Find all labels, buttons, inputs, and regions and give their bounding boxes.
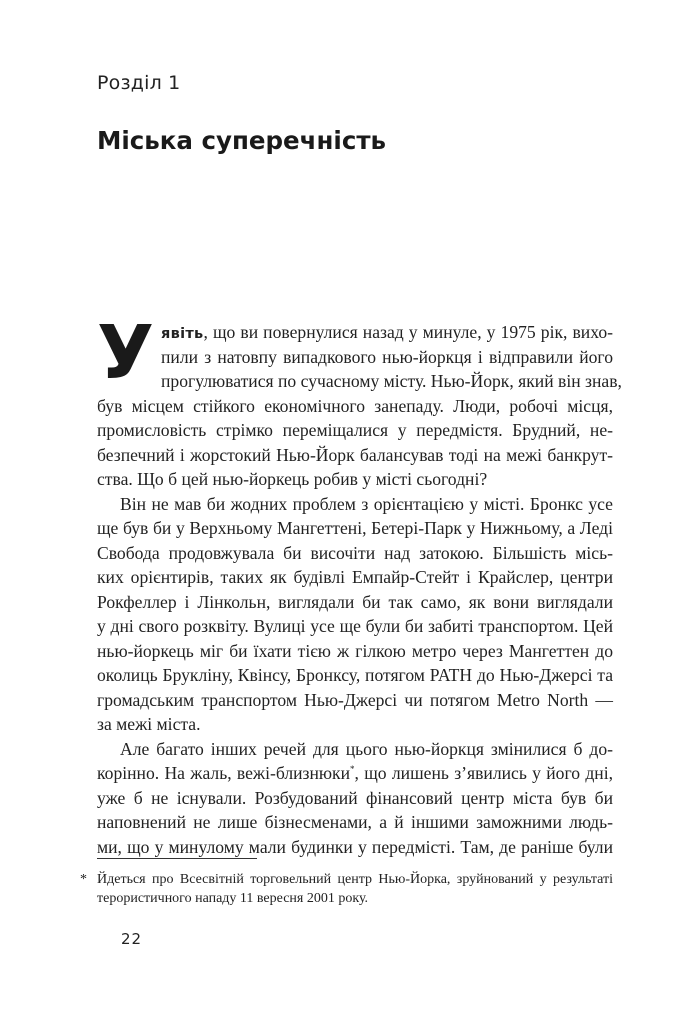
text-line: Рокфеллер і Лінкольн, виглядали би так само, як вони виглядали bbox=[97, 591, 613, 612]
text-line: корінно. На жаль, вежі-близнюки*, що лишень з’явились у його дні, bbox=[97, 763, 614, 783]
text-line: пили з натовпу випадкового нью-йоркця і відправили його bbox=[161, 346, 613, 367]
drop-cap: У bbox=[97, 310, 155, 396]
footnote-line: Йдеться про Всесвітній торговельний центр Нью-Йорка, зруйнований у результаті bbox=[97, 872, 613, 887]
text-line: прогулюватися по сучасному місту. Нью-Йорк, який він знав, bbox=[161, 371, 622, 391]
text-line: був місцем стійкого економічного занепаду. Люди, робочі місця, bbox=[97, 395, 613, 416]
footnote-reference[interactable]: * bbox=[350, 764, 355, 775]
text-line: наповнений не лише бізнесменами, а й іншими заможними людь- bbox=[97, 812, 613, 832]
text-line: Свобода продовжувала би височіти над затокою. Більшість місь- bbox=[97, 542, 613, 563]
text-line: промисловість стрімко переміщалися у передмістя. Брудний, не- bbox=[97, 420, 613, 440]
footnote bbox=[80, 870, 613, 908]
footnote-line: терористичного нападу 11 вересня 2001 року. bbox=[97, 891, 369, 906]
text-line: ства. Що б цей нью-йоркець робив у місті сьогодні? bbox=[97, 469, 488, 489]
text-line: громадським транспортом Нью-Джерсі чи потягом Metro North — bbox=[97, 689, 613, 710]
body-text bbox=[97, 320, 622, 859]
text-line: Але багато інших речей для цього нью-йоркця змінилися б до- bbox=[120, 738, 613, 759]
text-line: у дні свого розквіту. Вулиці усе ще були би забиті транспортом. Цей bbox=[97, 616, 613, 636]
footnote-marker: * bbox=[80, 872, 87, 887]
text-line: за межі міста. bbox=[97, 714, 201, 734]
text-line: Він не мав би жодних проблем з орієнтацією у місті. Бронкс усе bbox=[120, 493, 613, 514]
text-line: нью-йоркець міг би їхати тією ж гілкою метро через Мангеттен до bbox=[97, 640, 613, 661]
chapter-title: Міська суперечність bbox=[97, 126, 387, 155]
text-line: явіть, що ви повернулися назад у минуле, у 1975 рік, вихо- bbox=[161, 322, 613, 342]
paragraph-1 bbox=[97, 320, 622, 492]
text-line: уже б не існували. Розбудований фінансовий центр міста був би bbox=[97, 787, 613, 808]
chapter-label: Розділ 1 bbox=[97, 72, 181, 94]
text-line: ще був би у Верхньому Мангеттені, Бетері-Парк у Нижньому, а Леді bbox=[97, 518, 613, 538]
text-line: ких орієнтирів, таких як будівлі Емпайр-Стейт і Крайслер, центри bbox=[97, 567, 613, 587]
paragraph-3 bbox=[97, 737, 613, 860]
text-line: околиць Брукліну, Квінсу, Бронксу, потягом PATH до Нью-Джерсі та bbox=[97, 665, 613, 685]
text-line: ми, що у минулому мали будинки у передмісті. Там, де раніше були bbox=[97, 836, 613, 857]
page-number: 22 bbox=[121, 930, 143, 948]
text-line: безпечний і жорстокий Нью-Йорк балансував тоді на межі банкрут- bbox=[97, 444, 613, 465]
paragraph-2 bbox=[97, 492, 613, 737]
lead-word: явіть bbox=[161, 326, 204, 342]
footnote-divider bbox=[97, 858, 257, 859]
